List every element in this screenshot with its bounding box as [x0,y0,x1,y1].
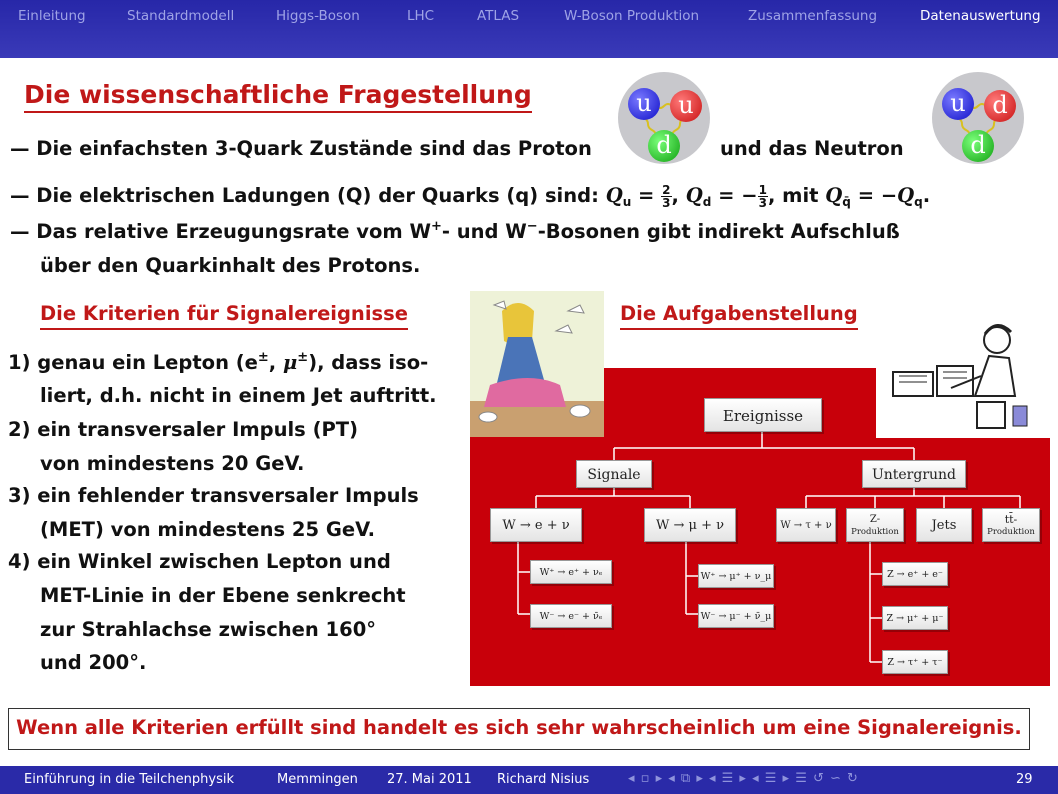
tree-node-z-mumu: Z → μ⁺ + μ⁻ [882,606,948,630]
tree-node-signale: Signale [576,460,652,488]
criterion-4-cont-1: MET-Linie in der Ebene senkrecht [40,584,406,607]
tree-node-wminus-mu: W⁻ → μ⁻ + ν̄_μ [698,604,774,628]
tree-node-z-produktion [846,508,904,542]
equals-minus: = − [718,184,758,207]
charge-symbol: Q [605,184,623,207]
denominator: 3 [662,196,671,210]
criterion-2-cont: von mindestens 20 GeV. [40,452,305,475]
superscript-plus: + [430,219,442,234]
comma: , [268,351,277,374]
footer-author: Richard Nisius [497,772,590,787]
footer-date: 27. Mai 2011 [387,772,472,787]
denominator: 3 [758,196,767,210]
page-number: 29 [1016,772,1033,787]
w-production-text: - und W [441,220,527,243]
criterion-3: 3) ein fehlender transversaler Impuls [8,484,419,507]
nav-item-datenauswertung[interactable]: Datenauswertung [920,8,1041,24]
down-quark-icon: d [984,90,1016,122]
tree-node-wplus-e: W⁺ → e⁺ + νₑ [530,560,612,584]
tree-node-ereignisse: Ereignisse [704,398,822,432]
subscript: u [622,195,632,209]
tree-node-z-tautau: Z → τ⁺ + τ⁻ [882,650,948,674]
tree-node-w-to-mu: W → μ + ν [644,508,736,542]
node-label: tt̄- [1004,513,1018,526]
comma: , [671,184,679,207]
up-quark-icon: u [670,90,702,122]
nav-item-higgs-boson[interactable]: Higgs-Boson [276,8,360,24]
period: . [922,184,931,207]
charge-symbol: Q [685,184,703,207]
nav-item-standardmodell[interactable]: Standardmodell [127,8,235,24]
w-production-text: — Das relative Erzeugungsrate vom W [10,220,431,243]
down-quark-icon: d [648,130,680,162]
numerator: 2 [662,183,671,197]
node-label: Z- [869,514,881,525]
nav-item-lhc[interactable]: LHC [407,8,435,24]
tree-node-untergrund: Untergrund [862,460,966,488]
tree-node-wplus-mu: W⁺ → μ⁺ + ν_μ [698,564,774,588]
bullet-neutron-label: und das Neutron [720,137,904,160]
nav-item-einleitung[interactable]: Einleitung [18,8,86,24]
task-heading: Die Aufgabenstellung [620,302,858,330]
footer-bar [0,766,1058,794]
up-quark-icon: u [942,88,974,120]
tree-node-wminus-e: W⁻ → e⁻ + ν̄ₑ [530,604,612,628]
subscript: d [702,195,712,209]
mit-text: , mit [767,184,819,207]
node-label: Produktion [987,527,1035,537]
charge-symbol: Q [897,184,915,207]
tree-node-jets: Jets [916,508,972,542]
footer-place: Memmingen [277,772,358,787]
tree-node-w-to-tau: W → τ + ν [776,508,836,542]
criterion-text: 1) genau ein Lepton (e [8,351,258,374]
down-quark-icon: d [962,130,994,162]
beamer-navigation-icons[interactable]: ◂ ▫ ▸ ◂ ⧉ ▸ ◂ ☰ ▸ ◂ ☰ ▸ ☰ ↺ ∽ ↻ [628,771,859,786]
criterion-2: 2) ein transversaler Impuls (PT) [8,418,358,441]
equals-minus: = − [857,184,898,207]
nav-item-atlas[interactable]: ATLAS [477,8,520,24]
w-production-text: -Bosonen gibt indirekt Aufschluß [537,220,900,243]
subscript: q̄ [842,195,851,209]
bullet-quark-states: — Die einfachsten 3-Quark Zustände sind das Proton [10,137,592,160]
subscript: q [914,195,923,209]
criterion-4-cont-2: zur Strahlachse zwischen 160° [40,618,377,641]
bullet-w-production-cont: über den Quarkinhalt des Protons. [40,254,421,277]
footer-course: Einführung in die Teilchenphysik [24,772,234,787]
node-label: Produktion [851,527,899,537]
up-quark-icon: u [628,88,660,120]
numerator: 1 [758,183,767,197]
charge-symbol: Q [825,184,843,207]
superscript-pm: ± [257,350,269,365]
muon-symbol: μ [283,351,298,374]
tree-node-ttbar-produktion [982,508,1040,542]
criterion-4-cont-3: und 200°. [40,651,147,674]
superscript-pm: ± [297,350,309,365]
equals-sign: = [638,184,655,207]
superscript-minus: − [526,219,538,234]
tree-node-w-to-e: W → e + ν [490,508,582,542]
charges-text: — Die elektrischen Ladungen (Q) der Quarks (q) sind: [10,184,599,207]
criterion-text: ), dass iso- [308,351,429,374]
conclusion-box: Wenn alle Kriterien erfüllt sind handelt es sich sehr wahrscheinlich um eine Signalereignis. [8,708,1030,750]
nav-item-w-boson-produktion[interactable]: W-Boson Produktion [564,8,700,24]
criterion-3-cont: (MET) von mindestens 25 GeV. [40,518,376,541]
slide-title: Die wissenschaftliche Fragestellung [24,80,532,113]
tree-node-z-ee: Z → e⁺ + e⁻ [882,562,948,586]
criteria-heading: Die Kriterien für Signalereignisse [40,302,408,330]
criterion-4: 4) ein Winkel zwischen Lepton und [8,550,391,573]
criterion-1-cont: liert, d.h. nicht in einem Jet auftritt. [40,384,437,407]
nav-item-zusammenfassung[interactable]: Zusammenfassung [748,8,878,24]
